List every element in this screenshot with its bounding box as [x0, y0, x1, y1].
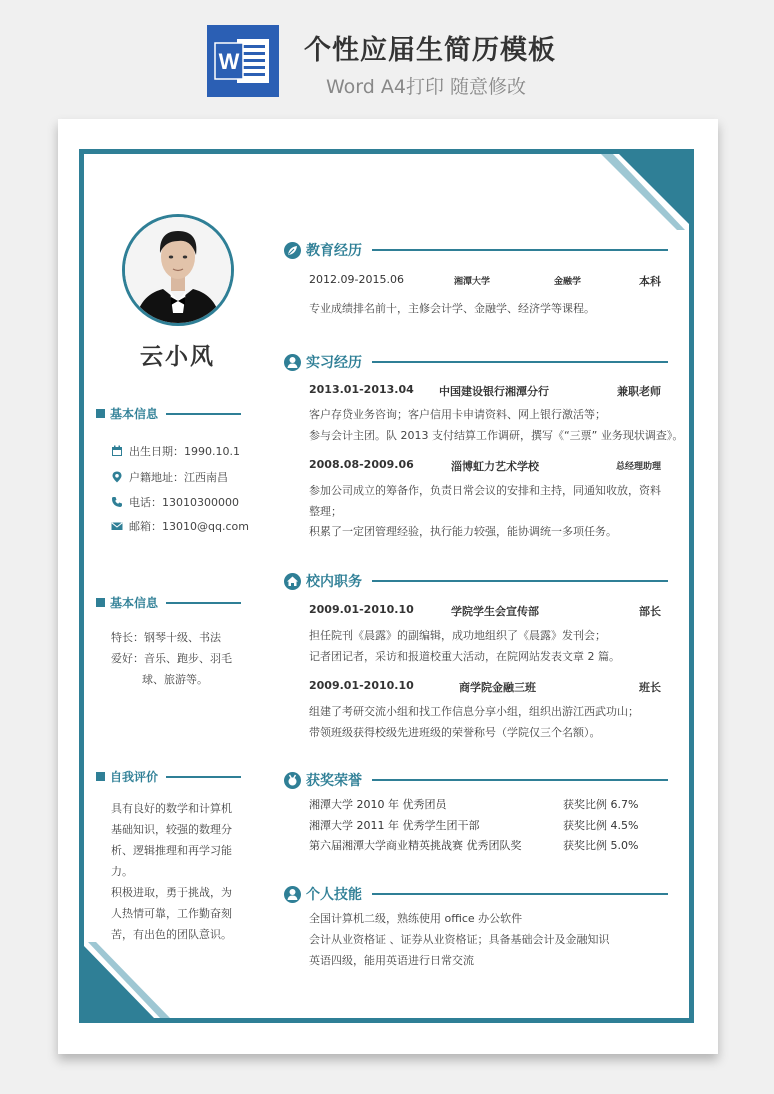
specialty-line: 特长：钢琴十级、书法 [111, 631, 221, 644]
internship-desc-line: 积累了一定团管理经验，执行能力较强，能协调统一多项任务。 [309, 525, 617, 538]
skill-line: 全国计算机二级，熟练使用 office 办公软件 [309, 912, 523, 925]
campus-org: 学院学生会宣传部 [451, 605, 539, 618]
heading-rule [166, 413, 241, 415]
education-title: 教育经历 [306, 243, 362, 259]
page-subtitle: Word A4打印 随意修改 [326, 76, 527, 98]
hobby-line-cont: 球、旅游等。 [142, 673, 208, 686]
skill-line: 会计从业资格证 、证券从业资格证；具备基础会计及金融知识 [309, 933, 610, 946]
internship-entry [309, 383, 661, 399]
heading-rule [372, 249, 668, 251]
campus-date: 2009.01-2010.10 [309, 603, 414, 616]
email-item [111, 518, 249, 534]
education-entry [309, 273, 661, 289]
word-logo-icon [207, 25, 279, 97]
self-eval-line: 基础知识，较强的数理分 [111, 823, 232, 836]
user-icon [284, 886, 301, 903]
internship-org: 淄博虹力艺术学校 [451, 460, 539, 473]
self-eval-line: 力。 [111, 865, 133, 878]
birthdate-item [111, 443, 240, 459]
mail-icon [111, 520, 123, 532]
internship-date: 2013.01-2013.04 [309, 383, 414, 396]
self-eval-line: 积极进取，勇于挑战，为 [111, 886, 232, 899]
heading-rule [372, 893, 668, 895]
basic-info-heading [96, 405, 158, 422]
self-eval-line: 具有良好的数学和计算机 [111, 802, 232, 815]
campus-title: 校内职务 [306, 574, 362, 590]
education-heading [284, 240, 362, 260]
internship-org: 中国建设银行湘潭分行 [439, 385, 549, 398]
heading-rule [372, 580, 668, 582]
internship-desc-line: 参加公司成立的筹备作，负责日常会议的安排和主持，同通知收放，资料 [309, 484, 661, 497]
campus-entry [309, 679, 661, 695]
campus-role: 部长 [639, 605, 661, 618]
avatar-photo [122, 214, 234, 326]
word-logo-letter: W [218, 49, 240, 74]
award-ratio: 获奖比例 4.5% [563, 819, 639, 832]
campus-desc-line: 担任院刊《晨露》的副编辑，成功地组织了《晨露》发刊会； [309, 629, 606, 642]
education-degree: 本科 [639, 275, 661, 288]
campus-org: 商学院金融三班 [459, 681, 536, 694]
house-icon [284, 573, 301, 590]
internship-heading [284, 352, 362, 372]
award-row [309, 817, 661, 833]
heading-rule [372, 361, 668, 363]
location-icon [111, 471, 123, 483]
hometown-item [111, 469, 228, 485]
leaf-icon [284, 242, 301, 259]
heading-marker [96, 772, 105, 781]
campus-date: 2009.01-2010.10 [309, 679, 414, 692]
internship-desc-line: 客户存贷业务咨询；客户信用卡申请资料、网上银行激活等； [309, 408, 606, 421]
internship-role: 总经理助理 [615, 462, 661, 472]
medal-icon [284, 772, 301, 789]
self-eval-heading [96, 768, 158, 785]
self-eval-line: 苦，有出色的团队意识。 [111, 928, 232, 941]
email-text: 邮箱：13010@qq.com [129, 520, 249, 533]
awards-title: 获奖荣誉 [306, 773, 362, 789]
hobbies-heading [96, 594, 158, 611]
hometown-text: 户籍地址：江西南昌 [129, 471, 228, 484]
skills-heading [284, 884, 362, 904]
candidate-name: 云小风 [140, 344, 215, 370]
heading-rule [372, 779, 668, 781]
birthdate-text: 出生日期：1990.10.1 [129, 445, 240, 458]
award-name: 第六届湘潭大学商业精英挑战赛 优秀团队奖 [309, 839, 522, 852]
education-major: 金融学 [554, 277, 582, 287]
person-icon [284, 354, 301, 371]
campus-desc-line: 记者团记者，采访和报道校重大活动，在院网站发表文章 2 篇。 [309, 650, 620, 663]
awards-heading [284, 770, 362, 790]
internship-title: 实习经历 [306, 355, 362, 371]
award-name: 湘潭大学 2010 年 优秀团员 [309, 798, 447, 811]
education-school: 湘潭大学 [454, 277, 491, 287]
education-desc: 专业成绩排名前十，主修会计学、金融学、经济学等课程。 [309, 302, 595, 315]
award-row [309, 796, 661, 812]
award-ratio: 获奖比例 6.7% [563, 798, 639, 811]
heading-rule [166, 602, 241, 604]
self-eval-title: 自我评价 [110, 770, 159, 784]
internship-role: 兼职老师 [617, 385, 661, 398]
calendar-icon [111, 445, 123, 457]
campus-entry [309, 603, 661, 619]
phone-icon [111, 496, 123, 508]
campus-desc-line: 带领班级获得校级先进班级的荣誉称号（学院仅三个名额）。 [309, 726, 601, 739]
award-row [309, 837, 661, 853]
corner-decoration-top [589, 154, 689, 234]
skills-title: 个人技能 [306, 887, 362, 903]
hobby-line: 爱好：音乐、跑步、羽毛 [111, 652, 232, 665]
internship-entry [309, 458, 661, 474]
heading-rule [166, 776, 241, 778]
corner-decoration-bottom [84, 938, 184, 1018]
heading-marker [96, 598, 105, 607]
award-name: 湘潭大学 2011 年 优秀学生团干部 [309, 819, 480, 832]
skill-line: 英语四级，能用英语进行日常交流 [309, 954, 474, 967]
basic-info-title: 基本信息 [110, 407, 159, 421]
campus-desc-line: 组建了考研交流小组和找工作信息分享小组，组织出游江西武功山； [309, 705, 639, 718]
internship-desc-line: 整理； [309, 505, 342, 518]
self-eval-line: 析、逻辑推理和再学习能 [111, 844, 232, 857]
education-date: 2012.09-2015.06 [309, 273, 404, 286]
internship-date: 2008.08-2009.06 [309, 458, 414, 471]
hobbies-title: 基本信息 [110, 596, 159, 610]
page-title: 个性应届生简历模板 [304, 35, 556, 66]
campus-role: 班长 [639, 681, 661, 694]
heading-marker [96, 409, 105, 418]
self-eval-line: 人热情可靠，工作勤奋刻 [111, 907, 232, 920]
campus-heading [284, 571, 362, 591]
award-ratio: 获奖比例 5.0% [563, 839, 639, 852]
phone-item [111, 494, 239, 510]
internship-desc-line: 参与会计主团。队 2013 支付结算工作调研，撰写《“三票” 业务现状调查》。 [309, 429, 684, 442]
phone-text: 电话：13010300000 [129, 496, 239, 509]
